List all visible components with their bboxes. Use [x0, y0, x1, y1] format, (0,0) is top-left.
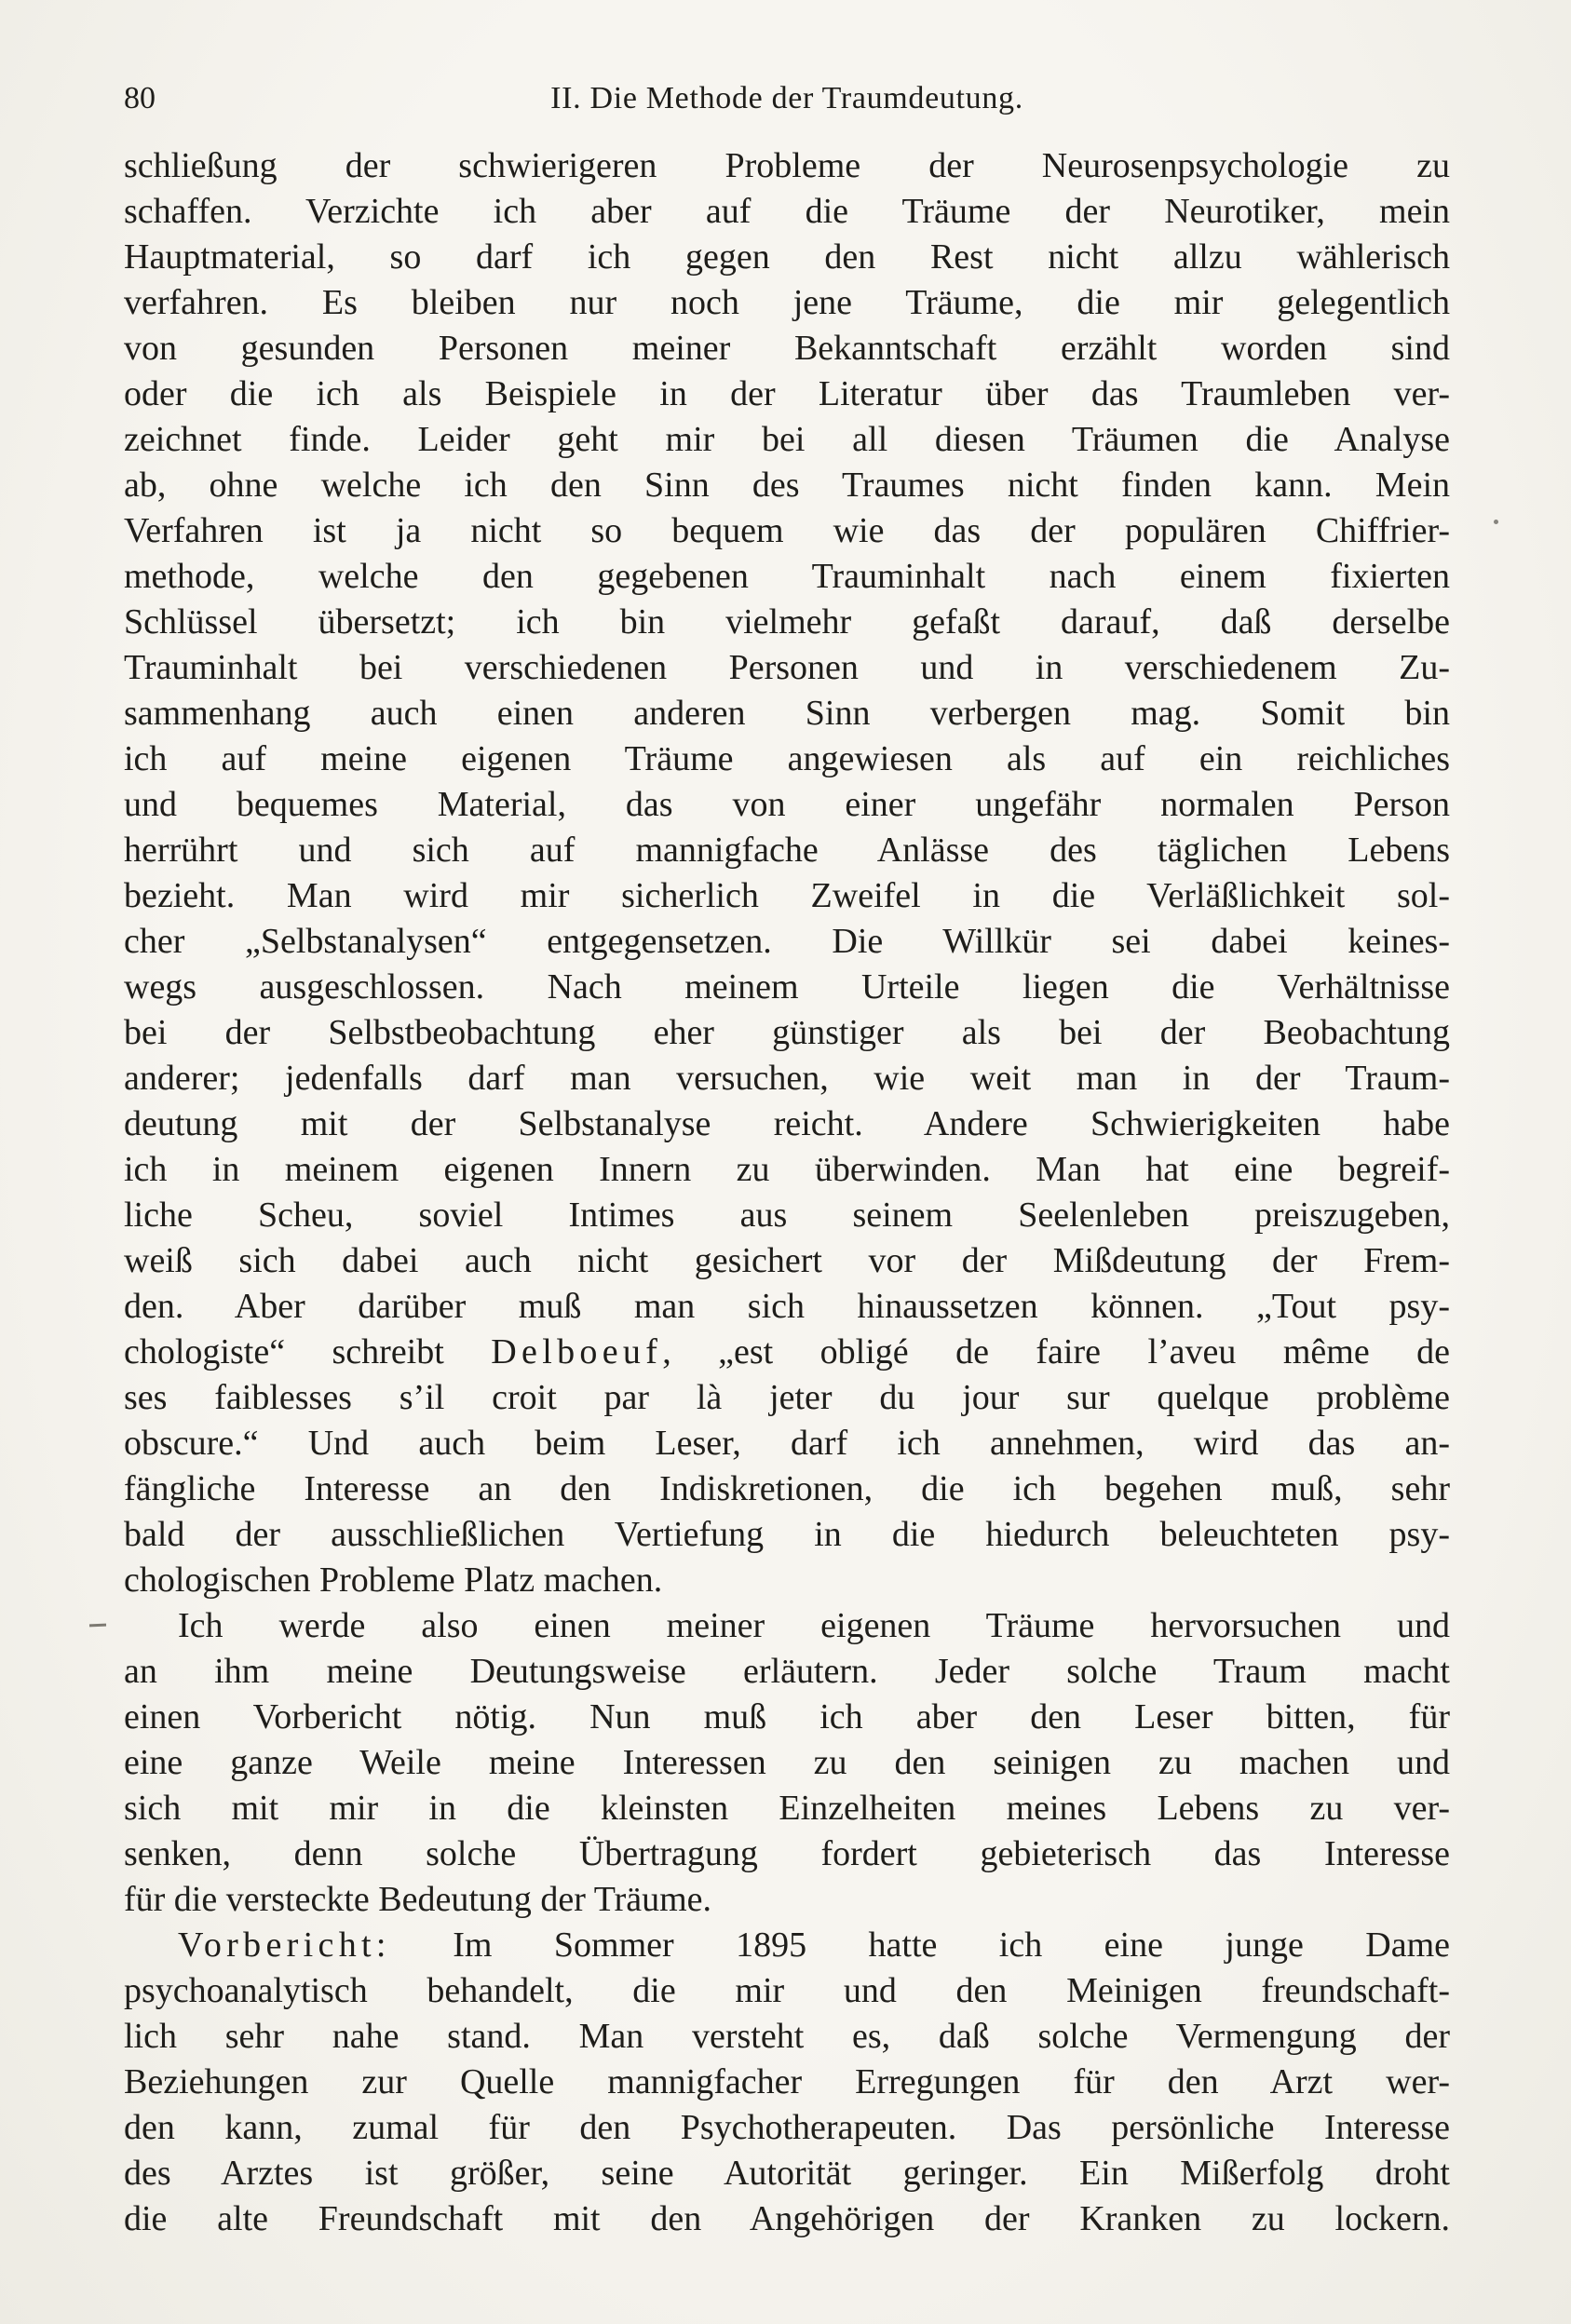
page-header	[124, 78, 1450, 119]
text-segment: , „est obligé de faire l’aveu même de	[662, 1332, 1450, 1371]
text-line: ich in meinem eigenen Innern zu überwinden. Man hat eine begreif-	[124, 1150, 1450, 1189]
text-line: Beziehungen zur Quelle mannigfacher Erregungen für den Arzt wer-	[124, 2062, 1450, 2101]
scan-artifact-dot	[1494, 520, 1498, 524]
text-line: ses faiblesses s’il croit par là jeter du jour sur quelque problème	[124, 1378, 1450, 1417]
text-line: schaffen. Verzichte ich aber auf die Träume der Neurotiker, mein	[124, 192, 1450, 231]
text-line: verfahren. Es bleiben nur noch jene Träume, die mir gelegentlich	[124, 283, 1450, 322]
text-line: zeichnet finde. Leider geht mir bei all diesen Träumen die Analyse	[124, 420, 1450, 459]
text-line: sich mit mir in die kleinsten Einzelheiten meines Lebens zu ver-	[124, 1789, 1450, 1828]
scan-artifact-dash	[89, 1624, 106, 1628]
text-line: an ihm meine Deutungsweise erläutern. Jeder solche Traum macht	[124, 1652, 1450, 1691]
text-line: bald der ausschließlichen Vertiefung in die hiedurch beleuchteten psy-	[124, 1515, 1450, 1554]
text-line: senken, denn solche Übertragung fordert gebieterisch das Interesse	[124, 1834, 1450, 1873]
paragraph	[124, 143, 1450, 1603]
text-line: des Arztes ist größer, seine Autorität geringer. Ein Mißerfolg droht	[124, 2154, 1450, 2193]
text-line: wegs ausgeschlossen. Nach meinem Urteile liegen die Verhältnisse	[124, 967, 1450, 1007]
page-number: 80	[124, 81, 156, 115]
text-line: herrührt und sich auf mannigfache Anlässe des täglichen Lebens	[124, 831, 1450, 870]
running-title: II. Die Methode der Traumdeutung.	[550, 81, 1023, 115]
text-line: für die versteckte Bedeutung der Träume.	[124, 1880, 712, 1919]
text-line: oder die ich als Beispiele in der Literatur über das Traumleben ver-	[124, 374, 1450, 413]
text-line: liche Scheu, soviel Intimes aus seinem Seelenleben preiszugeben,	[124, 1196, 1450, 1235]
text-line: Schlüssel übersetzt; ich bin vielmehr gefaßt darauf, daß derselbe	[124, 602, 1450, 642]
text-line: anderer; jedenfalls darf man versuchen, wie weit man in der Traum-	[124, 1059, 1450, 1098]
text-line	[124, 1923, 1450, 1968]
text-line: chologischen Probleme Platz machen.	[124, 1561, 663, 1600]
text-line: von gesunden Personen meiner Bekanntschaft erzählt worden sind	[124, 329, 1450, 368]
text-line: bezieht. Man wird mir sicherlich Zweifel in die Verläßlichkeit sol-	[124, 876, 1450, 915]
text-line: sammenhang auch einen anderen Sinn verbergen mag. Somit bin	[124, 694, 1450, 733]
text-line: Trauminhalt bei verschiedenen Personen und in verschiedenem Zu-	[124, 648, 1450, 687]
text-line: den kann, zumal für den Psychotherapeuten. Das persönliche Interesse	[124, 2108, 1450, 2147]
text-line: schließung der schwierigeren Probleme der Neurosenpsychologie zu	[124, 146, 1450, 185]
text-block	[124, 78, 1450, 2242]
text-segment: chologiste“ schreibt	[124, 1332, 492, 1371]
text-line: einen Vorbericht nötig. Nun muß ich aber den Leser bitten, für	[124, 1697, 1450, 1736]
letterspaced-text: Vorbericht:	[178, 1925, 391, 1965]
text-line: weiß sich dabei auch nicht gesichert vor der Mißdeutung der Frem-	[124, 1241, 1450, 1280]
text-line: bei der Selbstbeobachtung eher günstiger als bei der Beobachtung	[124, 1013, 1450, 1052]
text-line: methode, welche den gegebenen Trauminhalt nach einem fixierten	[124, 557, 1450, 596]
letterspaced-text: Delboeuf	[491, 1332, 663, 1371]
text-line: Verfahren ist ja nicht so bequem wie das der populären Chiffrier-	[124, 511, 1450, 550]
text-line: fängliche Interesse an den Indiskretionen, die ich begehen muß, sehr	[124, 1469, 1450, 1508]
text-line: deutung mit der Selbstanalyse reicht. Andere Schwierigkeiten habe	[124, 1104, 1450, 1143]
text-line	[124, 1330, 1450, 1375]
text-line: Hauptmaterial, so darf ich gegen den Rest nicht allzu wählerisch	[124, 237, 1450, 277]
text-line: lich sehr nahe stand. Man versteht es, daß solche Vermengung der	[124, 2017, 1450, 2056]
text-line: Ich werde also einen meiner eigenen Träume hervorsuchen und	[178, 1606, 1450, 1645]
text-line: ich auf meine eigenen Träume angewiesen als auf ein reichliches	[124, 739, 1450, 778]
text-line: ab, ohne welche ich den Sinn des Traumes nicht finden kann. Mein	[124, 466, 1450, 505]
text-line: psychoanalytisch behandelt, die mir und den Meinigen freundschaft-	[124, 1971, 1450, 2010]
text-line: cher „Selbstanalysen“ entgegensetzen. Die Willkür sei dabei keines-	[124, 922, 1450, 961]
page-body	[124, 143, 1450, 2242]
text-line: eine ganze Weile meine Interessen zu den seinigen zu machen und	[124, 1743, 1450, 1782]
text-line: die alte Freundschaft mit den Angehörigen der Kranken zu lockern.	[124, 2199, 1450, 2238]
text-line: und bequemes Material, das von einer ungefähr normalen Person	[124, 785, 1450, 824]
text-line: obscure.“ Und auch beim Leser, darf ich annehmen, wird das an-	[124, 1424, 1450, 1463]
paragraph	[124, 1923, 1450, 2242]
text-line: den. Aber darüber muß man sich hinaussetzen können. „Tout psy-	[124, 1287, 1450, 1326]
paragraph	[124, 1603, 1450, 1923]
text-segment: Im Sommer 1895 hatte ich eine junge Dame	[390, 1925, 1450, 1965]
